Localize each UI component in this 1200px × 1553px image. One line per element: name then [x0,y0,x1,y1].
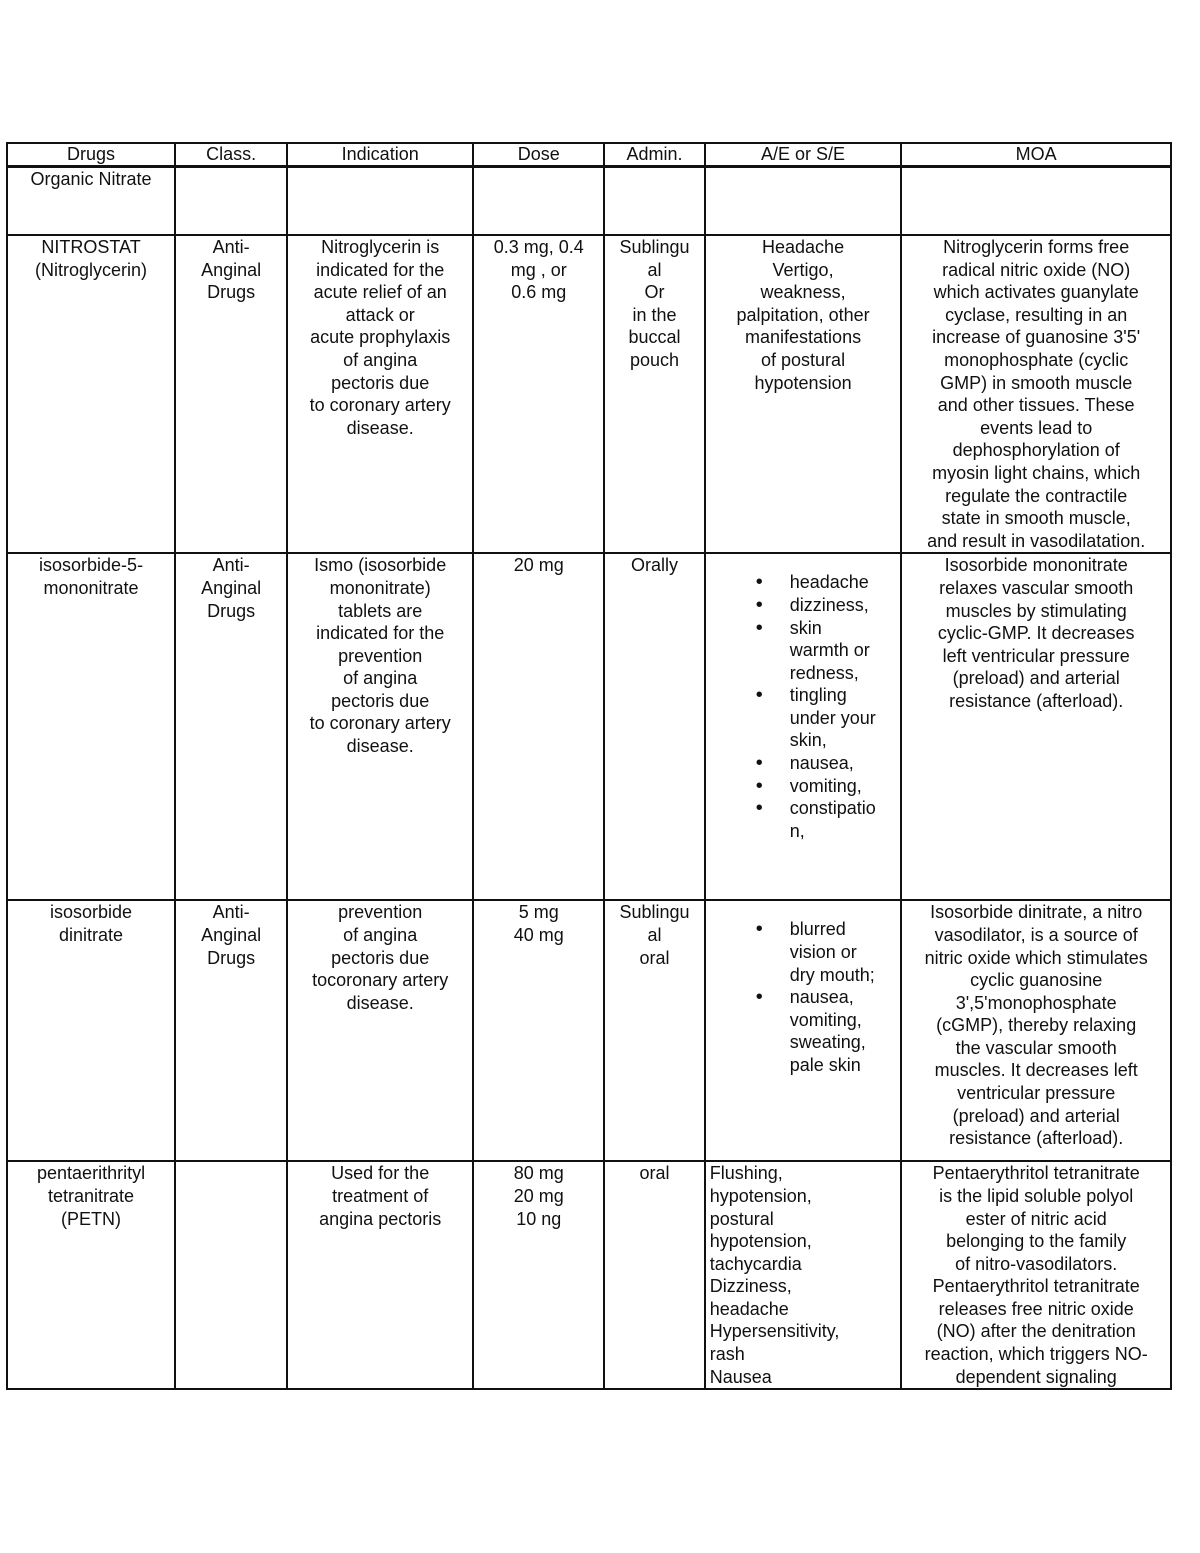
table-row [7,1161,1171,1389]
drug-class: Anti- Anginal Drugs [175,553,287,900]
drug-name: isosorbide-5- mononitrate [7,553,175,900]
drug-moa: Isosorbide dinitrate, a nitro vasodilator, is a source of nitric oxide which stimulates cyclic guanosine 3',5'monophosphate (cGMP), thereby relaxing the vascular smooth muscles. It decreases left ventricular pressure (preload) and arterial resistance (afterload). [901,900,1171,1161]
header-dose: Dose [473,143,604,167]
header-adverse-effects: A/E or S/E [705,143,902,167]
list-item: • blurred vision or dry mouth; [790,918,897,986]
drug-indication: Ismo (isosorbide mononitrate) tablets are indicated for the prevention of angina pectoris due to coronary artery disease. [287,553,473,900]
drug-dose: 5 mg 40 mg [473,900,604,1161]
drug-class: Anti- Anginal Drugs [175,235,287,553]
list-item: • constipatio n, [790,797,897,842]
header-admin: Admin. [604,143,704,167]
drug-class [175,1161,287,1389]
drug-adverse-effects [705,900,902,1161]
section-label: Organic Nitrate [7,167,175,236]
header-row [7,143,1171,167]
drug-indication: Nitroglycerin is indicated for the acute relief of an attack or acute prophylaxis of angina pectoris due to coronary artery disease. [287,235,473,553]
empty-cell [175,167,287,236]
list-item: • nausea, vomiting, sweating, pale skin [790,986,897,1076]
header-drugs: Drugs [7,143,175,167]
drug-moa: Isosorbide mononitrate relaxes vascular smooth muscles by stimulating cyclic-GMP. It decreases left ventricular pressure (preload) and arterial resistance (afterload). [901,553,1171,900]
list-item: • headache [790,571,897,594]
drug-adverse-effects: Flushing, hypotension, postural hypotension, tachycardia Dizziness, headache Hypersensitivity, rash Nausea [705,1161,902,1389]
drug-class: Anti- Anginal Drugs [175,900,287,1161]
empty-cell [901,167,1171,236]
drug-name: isosorbide dinitrate [7,900,175,1161]
table-row [7,235,1171,553]
drug-admin: Orally [604,553,704,900]
drug-adverse-effects: Headache Vertigo, weakness, palpitation, other manifestations of postural hypotension [705,235,902,553]
drug-admin: Sublingu al Or in the buccal pouch [604,235,704,553]
drug-admin: oral [604,1161,704,1389]
list-item: • vomiting, [790,775,897,798]
list-item: • skin warmth or redness, [790,617,897,685]
drug-name: NITROSTAT (Nitroglycerin) [7,235,175,553]
list-item: • nausea, [790,752,897,775]
empty-cell [604,167,704,236]
drug-moa: Pentaerythritol tetranitrate is the lipid soluble polyol ester of nitric acid belonging to the family of nitro-vasodilators. Pentaerythritol tetranitrate releases free nitric oxide (NO) after the denitration reaction, which triggers NO- dependent signaling [901,1161,1171,1389]
drug-name: pentaerithrityl tetranitrate (PETN) [7,1161,175,1389]
table-row [7,553,1171,900]
adverse-effects-list [710,918,897,1076]
drug-indication: prevention of angina pectoris due tocoronary artery disease. [287,900,473,1161]
drug-admin: Sublingu al oral [604,900,704,1161]
empty-cell [287,167,473,236]
drug-adverse-effects [705,553,902,900]
empty-cell [473,167,604,236]
header-moa: MOA [901,143,1171,167]
drug-table [6,142,1172,1390]
header-indication: Indication [287,143,473,167]
list-item: • tingling under your skin, [790,684,897,752]
empty-cell [705,167,902,236]
table-row [7,900,1171,1161]
drug-dose: 0.3 mg, 0.4 mg , or 0.6 mg [473,235,604,553]
header-class: Class. [175,143,287,167]
adverse-effects-list [710,571,897,842]
drug-dose: 80 mg 20 mg 10 ng [473,1161,604,1389]
drug-indication: Used for the treatment of angina pectoris [287,1161,473,1389]
drug-dose: 20 mg [473,553,604,900]
drug-moa: Nitroglycerin forms free radical nitric oxide (NO) which activates guanylate cyclase, resulting in an increase of guanosine 3'5' monophosphate (cyclic GMP) in smooth muscle and other tissues. These events lead to dephosphorylation of myosin light chains, which regulate the contractile state in smooth muscle, and result in vasodilatation. [901,235,1171,553]
section-row [7,167,1171,236]
list-item: • dizziness, [790,594,897,617]
